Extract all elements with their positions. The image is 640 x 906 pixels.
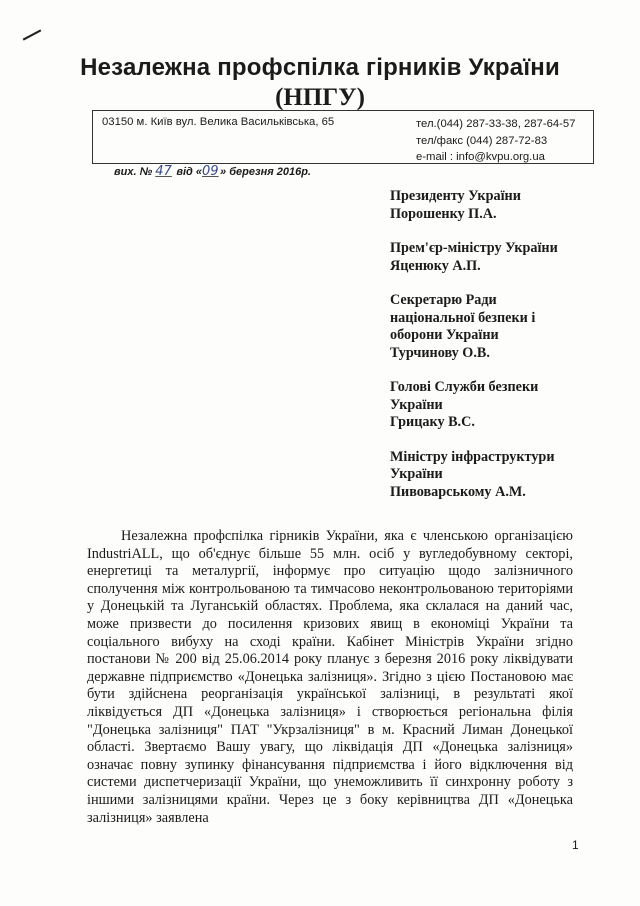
- addressee-security-council: [390, 292, 620, 362]
- addressee-line: Грицаку В.С.: [390, 414, 475, 430]
- date-suffix: » березня 2016р.: [220, 166, 311, 178]
- addressee-line: оборони України: [390, 327, 499, 343]
- addressee-security-service: [390, 379, 620, 432]
- addressee-line: Турчинову О.В.: [390, 344, 490, 361]
- letter-body: Незалежна профспілка гірників України, яка є членською організацією IndustriALL, що об'єднує більше 55 млн. осіб у вугледобувному секторі, енергетиці та металургії, інформує про ситуацію щодо залізничного сполучення між контрольованою та тимчасово неконтрольованою територіями у Донецькій та Луганській областях. Проблема, яка склалася на даний час, може призвести до посилення кризових явищ в економіці України та соціального вибуху на сході країни. Кабінет Міністрів України згідно постанови № 200 від 25.06.2014 року планує з березня 2016 року ліквідувати державне підприємство «Донецька залізниця». Згідно з цією Постановою має бути здійснена реорганізація української залізниці, в результаті якої ліквідується ДП «Донецька залізниця» і створюється регіональна філія "Донецька залізниця" ПАТ "Укрзалізниця" в м. Красний Лиман Донецької області. Звертаємо Вашу увагу, що ліквідація ДП «Донецька залізниця» означає повну зупинку фінансування підприємства і його відключення від системи диспетчеризації України, що унеможливить її синхронну роботу з іншими залізницями країни. Через це з боку керівництва ДП «Донецька залізниця» заявлена: [87, 528, 573, 826]
- outgoing-number: 47: [155, 164, 172, 179]
- addressee-line: України: [390, 396, 443, 413]
- addressee-line: Прем'єр-міністру України: [390, 240, 558, 256]
- contact-box: [92, 110, 594, 164]
- addressee-line: Президенту України: [390, 188, 521, 204]
- addressee-list: [390, 188, 620, 518]
- address-text: 03150 м. Київ вул. Велика Васильківська, 65: [102, 116, 335, 128]
- pen-mark: [23, 29, 42, 40]
- phone-block: [416, 116, 575, 166]
- fax-text: тел/факс (044) 287-72-83: [416, 134, 548, 147]
- org-abbr-heading: (НПГУ): [275, 84, 365, 111]
- email-text: e-mail : info@kvpu.org.ua: [416, 151, 545, 163]
- addressee-line: Секретарю Ради: [390, 292, 497, 308]
- date-prefix: від «: [176, 166, 203, 178]
- org-name-heading: Незалежна профспілка гірників України: [80, 54, 560, 81]
- page-number: 1: [572, 838, 579, 852]
- addressee-line: Порошенку П.А.: [390, 205, 497, 222]
- addressee-line: України: [390, 466, 443, 482]
- addressee-line: Пивоварському А.М.: [390, 483, 526, 500]
- addressee-line: Голові Служби безпеки: [390, 379, 539, 395]
- addressee-line: національної безпеки і: [390, 309, 536, 326]
- addressee-line: Яценюку А.П.: [390, 257, 481, 274]
- phone-text: тел.(044) 287-33-38, 287-64-57: [416, 118, 576, 130]
- outgoing-prefix: вих. №: [114, 166, 153, 178]
- outgoing-number-line: [114, 164, 311, 179]
- addressee-infrastructure-minister: [390, 449, 620, 502]
- date-day: 09: [202, 164, 219, 179]
- addressee-president: [390, 188, 620, 223]
- addressee-prime-minister: [390, 240, 620, 275]
- addressee-line: Міністру інфраструктури: [390, 448, 555, 465]
